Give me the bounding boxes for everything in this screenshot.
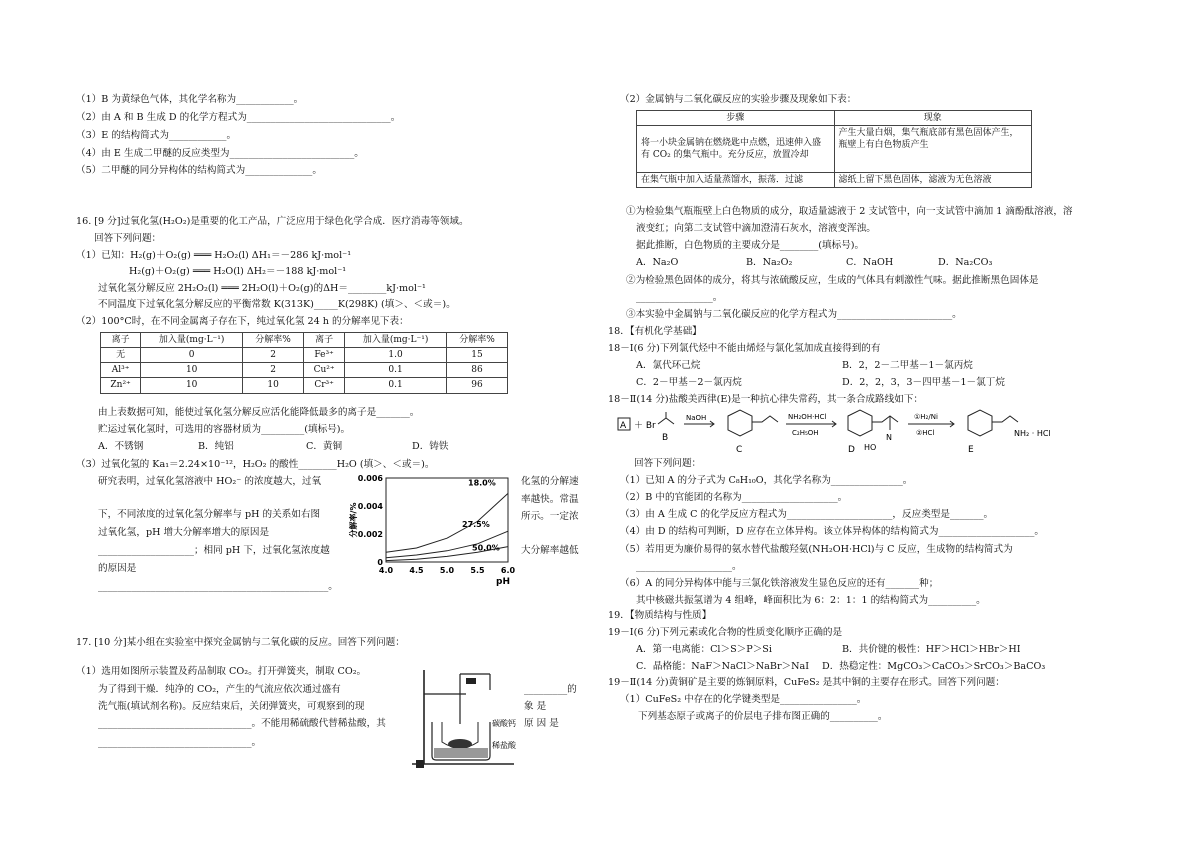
table-cell: 10 bbox=[141, 378, 243, 393]
y-tick-label: 0.002 bbox=[357, 530, 383, 539]
table-header: 离子 bbox=[101, 333, 141, 348]
q19-1-option-a: A．第一电离能：Cl＞S＞P＞Si bbox=[636, 644, 772, 655]
synthesis-scheme bbox=[616, 408, 1116, 458]
q17-right-2: 象 是 bbox=[524, 701, 547, 712]
scheme-label-nh2: NH₂ · HCl bbox=[1014, 429, 1051, 438]
q16-1-line-a: （1）已知：H₂(g)＋O₂(g) ═══ H₂O₂(l) ΔH₁＝－286 kJ·mol⁻¹ bbox=[76, 250, 352, 261]
q19-1-line: 19－Ⅰ(6 分)下列元素或化合物的性质变化顺序正确的是 bbox=[608, 627, 843, 638]
experiment-table bbox=[636, 110, 1032, 188]
apparatus-label-caco3: 碳酸钙 bbox=[492, 719, 516, 728]
q18-2-line: 18－Ⅱ(14 分)盐酸美西律(E)是一种抗心律失常药，其一条合成路线如下： bbox=[608, 394, 923, 405]
q17-2-line-c: 据此推断，白色物质的主要成分是________(填标号)。 bbox=[636, 240, 865, 251]
table-cell: 在集气瓶中加入适量蒸馏水，振荡．过滤 bbox=[637, 173, 835, 188]
q16-2-option-c: C．黄铜 bbox=[306, 441, 343, 452]
q19-2-item-1: （1）CuFeS₂ 中存在的化学键类型是________________。 bbox=[620, 694, 867, 705]
table-row bbox=[101, 363, 508, 378]
table-cell: 产生大量白烟，集气瓶底部有黑色固体产生，瓶壁上有白色物质产生 bbox=[834, 126, 1032, 173]
table-cell: Zn²⁺ bbox=[101, 378, 141, 393]
scheme-label-c: C bbox=[736, 445, 743, 455]
scheme-label-e: E bbox=[968, 445, 974, 455]
ph-decomposition-chart bbox=[346, 470, 518, 588]
x-axis-label: pH bbox=[496, 577, 510, 587]
q18-2-item-4: （4）由 D 的结构可判断，D 应存在立体异构。该立体异构体的结构简式为____________________。 bbox=[620, 526, 1044, 537]
scheme-label-br: ＋ Br bbox=[634, 421, 656, 431]
table-cell: 2 bbox=[243, 363, 304, 378]
q16-1-line-c: 过氧化氢分解反应 2H₂O₂(l) ═══ 2H₂O(l)＋O₂(g)的ΔH＝________kJ·mol⁻¹ bbox=[98, 283, 426, 294]
q18-heading: 18．【有机化学基础】 bbox=[608, 326, 702, 337]
scheme-reagent-3b: ②HCl bbox=[916, 429, 935, 437]
q18-2-item-3: （3）由 A 生成 C 的化学反应方程式为______________________，反应类型是_______。 bbox=[620, 509, 994, 520]
table-cell: 滤纸上留下黑色固体，滤液为无色溶液 bbox=[834, 173, 1032, 188]
q17-2-line-e: ________________。 bbox=[636, 292, 723, 303]
q16-1-line-d: 不同温度下过氧化氢分解反应的平衡常数 K(313K)_____K(298K) (填＞、＜或＝)。 bbox=[98, 299, 456, 310]
scheme-label-a: A bbox=[620, 421, 627, 431]
q19-1-option-c: C．晶格能：NaF＞NaCl＞NaBr＞NaI bbox=[636, 661, 810, 672]
series-label: 50.0% bbox=[472, 543, 500, 553]
table-cell: Cr³⁺ bbox=[304, 378, 345, 393]
x-tick-label: 4.5 bbox=[409, 566, 424, 575]
q19-1-option-b: B．共价键的极性：HF＞HCl＞HBr＞HI bbox=[842, 644, 1021, 655]
q16-3-right-4: 大分解率越低 bbox=[521, 545, 579, 556]
y-tick-label: 0.004 bbox=[357, 502, 383, 511]
q18-1-option-a: A．氯代环己烷 bbox=[636, 360, 701, 371]
q18-2-item-1: （1）已知 A 的分子式为 C₈H₁₀O，其化学名称为_______________。 bbox=[620, 475, 913, 486]
q18-2-item-5a: （5）若用更为廉价易得的氨水替代盐酸羟氨(NH₂OH·HCl)与 C 反应，生成物的结构简式为 bbox=[620, 544, 1013, 555]
q16-3-right-3: 所示。一定浓 bbox=[521, 511, 579, 522]
q18-1-option-b: B．2，2－二甲基－1－氯丙烷 bbox=[842, 360, 973, 371]
q17-1-line: （1）选用如图所示装置及药品制取 CO₂。打开弹簧夹，制取 CO₂。 bbox=[76, 666, 367, 677]
scheme-label-ho: HO bbox=[864, 443, 877, 452]
table-cell: 0.1 bbox=[345, 378, 447, 393]
q17-1-text-d: ________________________________。 bbox=[98, 737, 262, 748]
q16-3-text-a: 研究表明，过氧化氢溶液中 HO₂⁻ 的浓度越大，过氧 bbox=[98, 476, 322, 487]
q17-right-3: 原 因 是 bbox=[524, 718, 559, 729]
q18-2-item-2: （2）B 中的官能团的名称为____________________。 bbox=[620, 492, 848, 503]
scheme-reagent-2a: NH₂OH·HCl bbox=[788, 413, 827, 421]
q16-2-intro: （2）100°C时，在不同金属离子存在下，纯过氧化氢 24 h 的分解率见下表： bbox=[76, 316, 409, 327]
q17-2-option-b: B．Na₂O₂ bbox=[746, 257, 793, 268]
table-header: 分解率% bbox=[243, 333, 304, 348]
q16-3-line: （3）过氧化氢的 Ka₁＝2.24×10⁻¹²，H₂O₂ 的酸性________H₂O (填＞、＜或＝)。 bbox=[76, 459, 435, 470]
table-cell: 86 bbox=[447, 363, 508, 378]
q18-1-option-d: D．2，2，3，3－四甲基－1－氯丁烷 bbox=[842, 377, 1005, 388]
q17-heading: 17. [10 分]某小组在实验室中探究金属钠与二氧化碳的反应。回答下列问题： bbox=[76, 637, 405, 648]
y-tick-label: 0.006 bbox=[357, 474, 383, 483]
q16-1-line-b: H₂(g)＋O₂(g) ═══ H₂O(l) ΔH₂＝－188 kJ·mol⁻¹ bbox=[129, 266, 347, 277]
table-header: 离子 bbox=[304, 333, 345, 348]
q16-3-text-c: 过氧化氢，pH 增大分解率增大的原因是 bbox=[98, 527, 270, 538]
scheme-label-b: B bbox=[662, 433, 669, 443]
q17-1-text-c: ________________________________。不能用稀硫酸代替稀盐酸，其 bbox=[98, 718, 386, 729]
q15-line-4: （4）由 E 生成二甲醚的反应类型为__________________________。 bbox=[76, 148, 364, 159]
table-header: 现象 bbox=[834, 111, 1032, 126]
table-header-row bbox=[101, 333, 508, 348]
y-tick-label: 0 bbox=[377, 558, 383, 567]
table-cell: Al³⁺ bbox=[101, 363, 141, 378]
ion-table bbox=[100, 332, 508, 394]
scheme-reagent-2b: C₂H₅OH bbox=[792, 429, 819, 437]
q17-2-line-f: ③本实验中金属钠与二氧化碳反应的化学方程式为________________________。 bbox=[626, 309, 962, 320]
q17-2-line-d: ②为检验黑色固体的成分，将其与浓硫酸反应，生成的气体具有刺激性气味。据此推断黑色固体是 bbox=[626, 275, 1039, 286]
q18-1-line: 18－Ⅰ(6 分)下列氯代烃中不能由烯烃与氯化氢加成直接得到的有 bbox=[608, 343, 881, 354]
x-tick-label: 5.5 bbox=[470, 566, 485, 575]
q18-2-item-6b: 其中核磁共振氢谱为 4 组峰，峰面积比为 6：2：1：1 的结构简式为__________。 bbox=[636, 595, 986, 606]
table-cell: Cu²⁺ bbox=[304, 363, 345, 378]
table-cell: 10 bbox=[243, 378, 304, 393]
q16-2-line-b: 贮运过氧化氢时，可选用的容器材质为_________(填标号)。 bbox=[98, 424, 351, 435]
q16-3-right-1: 化氢的分解速 bbox=[521, 476, 579, 487]
table-header: 加入量(mg·L⁻¹) bbox=[141, 333, 243, 348]
q16-2-option-a: A．不锈钢 bbox=[98, 441, 144, 452]
q18-2-item-5b: ____________________。 bbox=[636, 561, 742, 572]
table-row bbox=[637, 173, 1032, 188]
series-label: 27.5% bbox=[462, 520, 490, 530]
table-header-row bbox=[637, 111, 1032, 126]
table-cell: 0.1 bbox=[345, 363, 447, 378]
q19-1-option-d: D．热稳定性：MgCO₃＞CaCO₃＞SrCO₃＞BaCO₃ bbox=[822, 661, 1046, 672]
scheme-reagent-3a: ①H₂/Ni bbox=[914, 413, 938, 421]
q18-answer-prompt: 回答下列问题： bbox=[634, 458, 702, 469]
table-cell: 10 bbox=[141, 363, 243, 378]
q16-heading: 16. [9 分]过氧化氢(H₂O₂)是重要的化工产品，广泛应用于绿色化学合成．医疗消毒等领域。 bbox=[76, 216, 469, 227]
q16-3-text-f: ________________________________________________。 bbox=[98, 581, 338, 592]
q16-3-text-e: 的原因是 bbox=[98, 563, 137, 574]
table-header: 分解率% bbox=[447, 333, 508, 348]
q16-2-line-a: 由上表数据可知，能使过氧化氢分解反应活化能降低最多的离子是_______。 bbox=[98, 407, 420, 418]
q17-1-text-a: 为了得到干燥．纯净的 CO₂，产生的气流应依次通过盛有 bbox=[98, 684, 341, 695]
q19-heading: 19．【物质结构与性质】 bbox=[608, 610, 712, 621]
q17-2-intro: （2）金属钠与二氧化碳反应的实验步骤及现象如下表： bbox=[620, 94, 857, 105]
q17-1-text-b: 洗气瓶(填试剂名称)。反应结束后，关闭弹簧夹，可观察到的现 bbox=[98, 701, 365, 712]
q19-2-item-1b: 下列基态原子或离子的价层电子排布图正确的__________。 bbox=[638, 711, 888, 722]
q19-2-line: 19－Ⅱ(14 分)黄铜矿是主要的炼铜原料，CuFeS₂ 是其中铜的主要存在形式。回答下列问题： bbox=[608, 677, 1005, 688]
scheme-reagent-1: NaOH bbox=[686, 414, 707, 422]
q16-3-text-b: 下，不同浓度的过氧化氢分解率与 pH 的关系如右图 bbox=[98, 509, 321, 520]
x-tick-label: 5.0 bbox=[439, 566, 455, 575]
q18-1-option-c: C．2－甲基－2－氯丙烷 bbox=[636, 377, 742, 388]
co2-apparatus-diagram bbox=[406, 664, 518, 772]
table-header: 步骤 bbox=[637, 111, 835, 126]
table-header: 加入量(mg·L⁻¹) bbox=[345, 333, 447, 348]
q17-2-option-a: A．Na₂O bbox=[636, 257, 679, 268]
apparatus-label-hcl: 稀盐酸 bbox=[492, 741, 516, 750]
table-cell: 1.0 bbox=[345, 348, 447, 363]
table-cell: Fe³⁺ bbox=[304, 348, 345, 363]
q16-3-text-d: ____________________；相同 pH 下，过氧化氢浓度越 bbox=[98, 545, 330, 556]
table-row bbox=[637, 126, 1032, 173]
y-axis-label: 分解率/% bbox=[349, 502, 358, 538]
q17-2-line-b: 液变红；向第二支试管中滴加澄清石灰水，溶液变浑浊。 bbox=[636, 223, 876, 234]
scheme-label-n: N bbox=[886, 433, 892, 442]
q17-2-line-a: ①为检验集气瓶瓶壁上白色物质的成分，取适量滤液于 2 支试管中，向一支试管中滴加 1 滴酚酞溶液，溶 bbox=[626, 206, 1073, 217]
table-cell: 96 bbox=[447, 378, 508, 393]
q17-2-option-c: C．NaOH bbox=[846, 257, 894, 268]
series-label: 18.0% bbox=[468, 478, 496, 488]
table-cell: 15 bbox=[447, 348, 508, 363]
q15-line-3: （3）E 的结构简式为____________。 bbox=[76, 130, 237, 141]
q18-2-item-6a: （6）A 的同分异构体中能与三氯化铁溶液发生显色反应的还有_______种； bbox=[620, 578, 939, 589]
q15-line-2: （2）由 A 和 B 生成 D 的化学方程式为______________________________。 bbox=[76, 112, 401, 123]
q16-subheading: 回答下列问题： bbox=[94, 233, 162, 244]
q16-2-option-b: B．纯铝 bbox=[198, 441, 234, 452]
table-row bbox=[101, 378, 508, 393]
table-cell: 0 bbox=[141, 348, 243, 363]
q16-3-right-2: 率越快。常温 bbox=[521, 494, 579, 505]
q17-right-1: _________的 bbox=[524, 684, 577, 695]
scheme-label-d: D bbox=[848, 445, 855, 455]
q17-2-option-d: D．Na₂CO₃ bbox=[938, 257, 993, 268]
table-cell: 2 bbox=[243, 348, 304, 363]
table-row bbox=[101, 348, 508, 363]
x-tick-label: 4.0 bbox=[378, 566, 394, 575]
q15-line-1: （1）B 为黄绿色气体，其化学名称为____________。 bbox=[76, 94, 304, 105]
q15-line-5: （5）二甲醚的同分异构体的结构简式为______________。 bbox=[76, 165, 322, 176]
table-cell: 无 bbox=[101, 348, 141, 363]
x-tick-label: 6.0 bbox=[500, 566, 516, 575]
q16-2-option-d: D．铸铁 bbox=[412, 441, 449, 452]
table-cell: 将一小块金属钠在燃烧匙中点燃，迅速伸入盛有 CO₂ 的集气瓶中。充分反应，放置冷却 bbox=[637, 126, 835, 173]
